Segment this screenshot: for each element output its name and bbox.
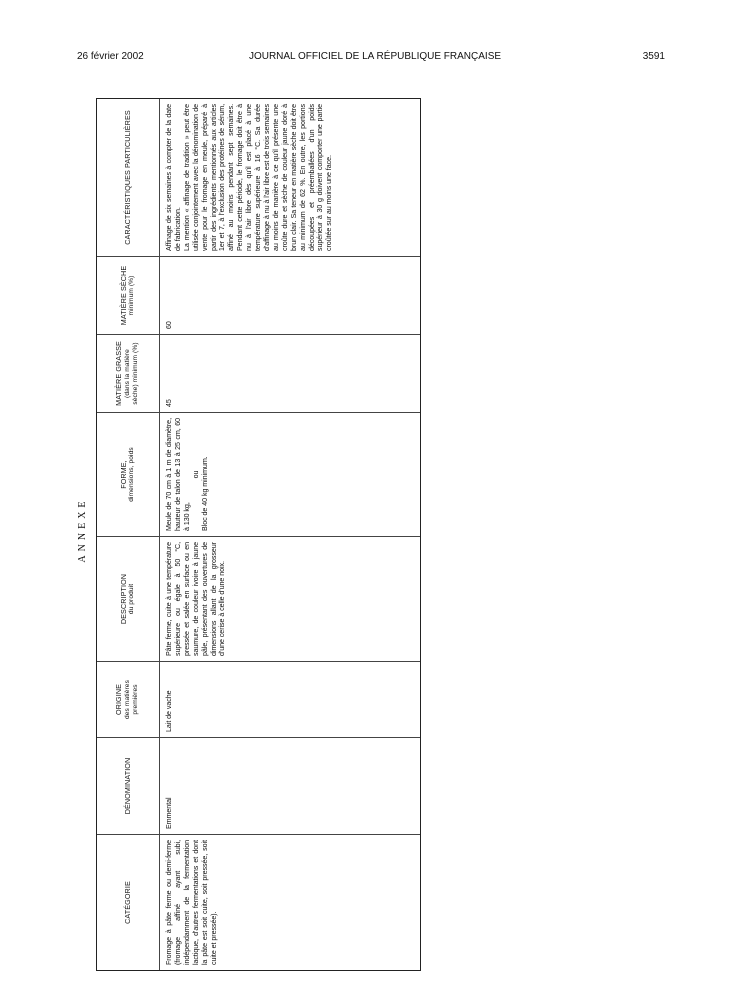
cell-caracteristiques [165,104,334,251]
column-matiere-seche [97,256,420,334]
header-matiere-grasse [97,335,160,412]
cell-denomination-text: Emmental [165,797,173,829]
header-origine-label: ORIGINE [114,683,124,716]
cell-categorie-text: Fromage à pâte ferme ou demi-ferme (fromage affiné ayant subi, indépendamment de la fermentation lactique, d'autres fermentations et dont la pâte est soit cuite, soit pressée, soit cuite et pressée). [165,840,218,965]
header-matiere-grasse-label: MATIÈRE GRASSE [114,341,124,406]
header-matiere-grasse-sublabel: (dans la matière sèche) minimum (%) [123,342,140,405]
cell-forme-text-3: Bloc de 40 kg minimum. [200,456,209,531]
annexe-table [96,98,421,971]
header-caracteristiques [97,99,160,256]
cell-denomination [165,743,174,829]
header-origine [97,662,160,737]
cell-matiere-seche [165,262,174,329]
header-categorie [97,835,160,970]
cell-categorie [165,840,218,965]
cell-matiere-grasse-value: 45 [165,399,173,407]
cell-caracteristiques-text-2: La mention « affinage de tradition » peut être utilisée conjointement avec la dénomination de vente pour le fromage en meule, préparé à partir des ingrédients mentionnés aux articles 1er et 7, à l'exclusion des protéines de sérum, affiné au moins pendant sept semaines. Pendant cette période, le fromage doit être à nu à l'air libre dès qu'il est placé à une température supérieure à 16 °C. Sa durée d'affinage à nu à l'air libre est de trois semaines au moins de manière à ce qu'il présente une croûte dure et sèche de couleur jaune doré à brun clair. Sa teneur en matière sèche doit être au minimum de 62 %. En outre, les portions découpées et préemballées d'un poids supérieur à 30 g doivent comporter une partie croûtée sur au moins une face. [182,104,334,251]
header-forme-sublabel: dimensions, poids [128,447,135,502]
header-date: 26 février 2002 [77,51,144,62]
column-description [97,536,420,661]
header-caracteristiques-label: CARACTÉRISTIQUES PARTICULIÈRES [122,110,132,245]
header-matiere-seche-sublabel: minimum (%) [128,275,135,316]
header-journal-title: JOURNAL OFFICIEL DE LA RÉPUBLIQUE FRANÇAISE [248,51,502,62]
cell-description-text: Pâte ferme, cuite à une température supérieure ou égale à 50 °C, pressée et salée en surface ou en saumure, de couleur ivoire à jaune pâle, présentant des ouvertures de dimensions allant de la grosseur d'une cerise à celle d'une noix. [165,542,227,656]
column-categorie [97,834,420,970]
header-page-number: 3591 [642,51,665,62]
cell-forme-text-2: ou [191,470,200,479]
cell-description [165,542,227,656]
cell-caracteristiques-text-1: Affinage de six semaines à compter de la date de fabrication. [165,104,182,251]
header-matiere-seche [97,257,160,334]
column-denomination [97,737,420,834]
header-description [97,537,160,661]
annexe-title: ANNEXE [77,497,88,563]
cell-forme [165,418,210,531]
header-forme-label: FORME, [118,460,128,489]
column-caracteristiques [97,99,420,256]
header-description-label: DESCRIPTION [118,573,128,625]
cell-matiere-grasse [165,340,174,407]
column-forme [97,412,420,536]
column-matiere-grasse [97,334,420,412]
cell-matiere-seche-value: 60 [165,321,173,329]
column-origine [97,661,420,737]
header-description-sublabel: du produit [128,583,135,615]
header-categorie-label: CATÉGORIE [122,881,132,924]
header-origine-sublabel: des matières premières [123,680,140,719]
header-forme [97,413,160,536]
header-denomination-label: DÉNOMINATION [122,757,132,815]
header-denomination [97,738,160,834]
cell-origine-text: Lait de vache [165,690,173,732]
header-matiere-seche-label: MATIÈRE SÈCHE [118,265,128,326]
cell-origine [165,667,174,732]
cell-forme-text-1: Meule de 70 cm à 1 m de diamètre, hauteur de talon de 13 à 25 cm, 60 à 130 kg, [165,418,191,531]
